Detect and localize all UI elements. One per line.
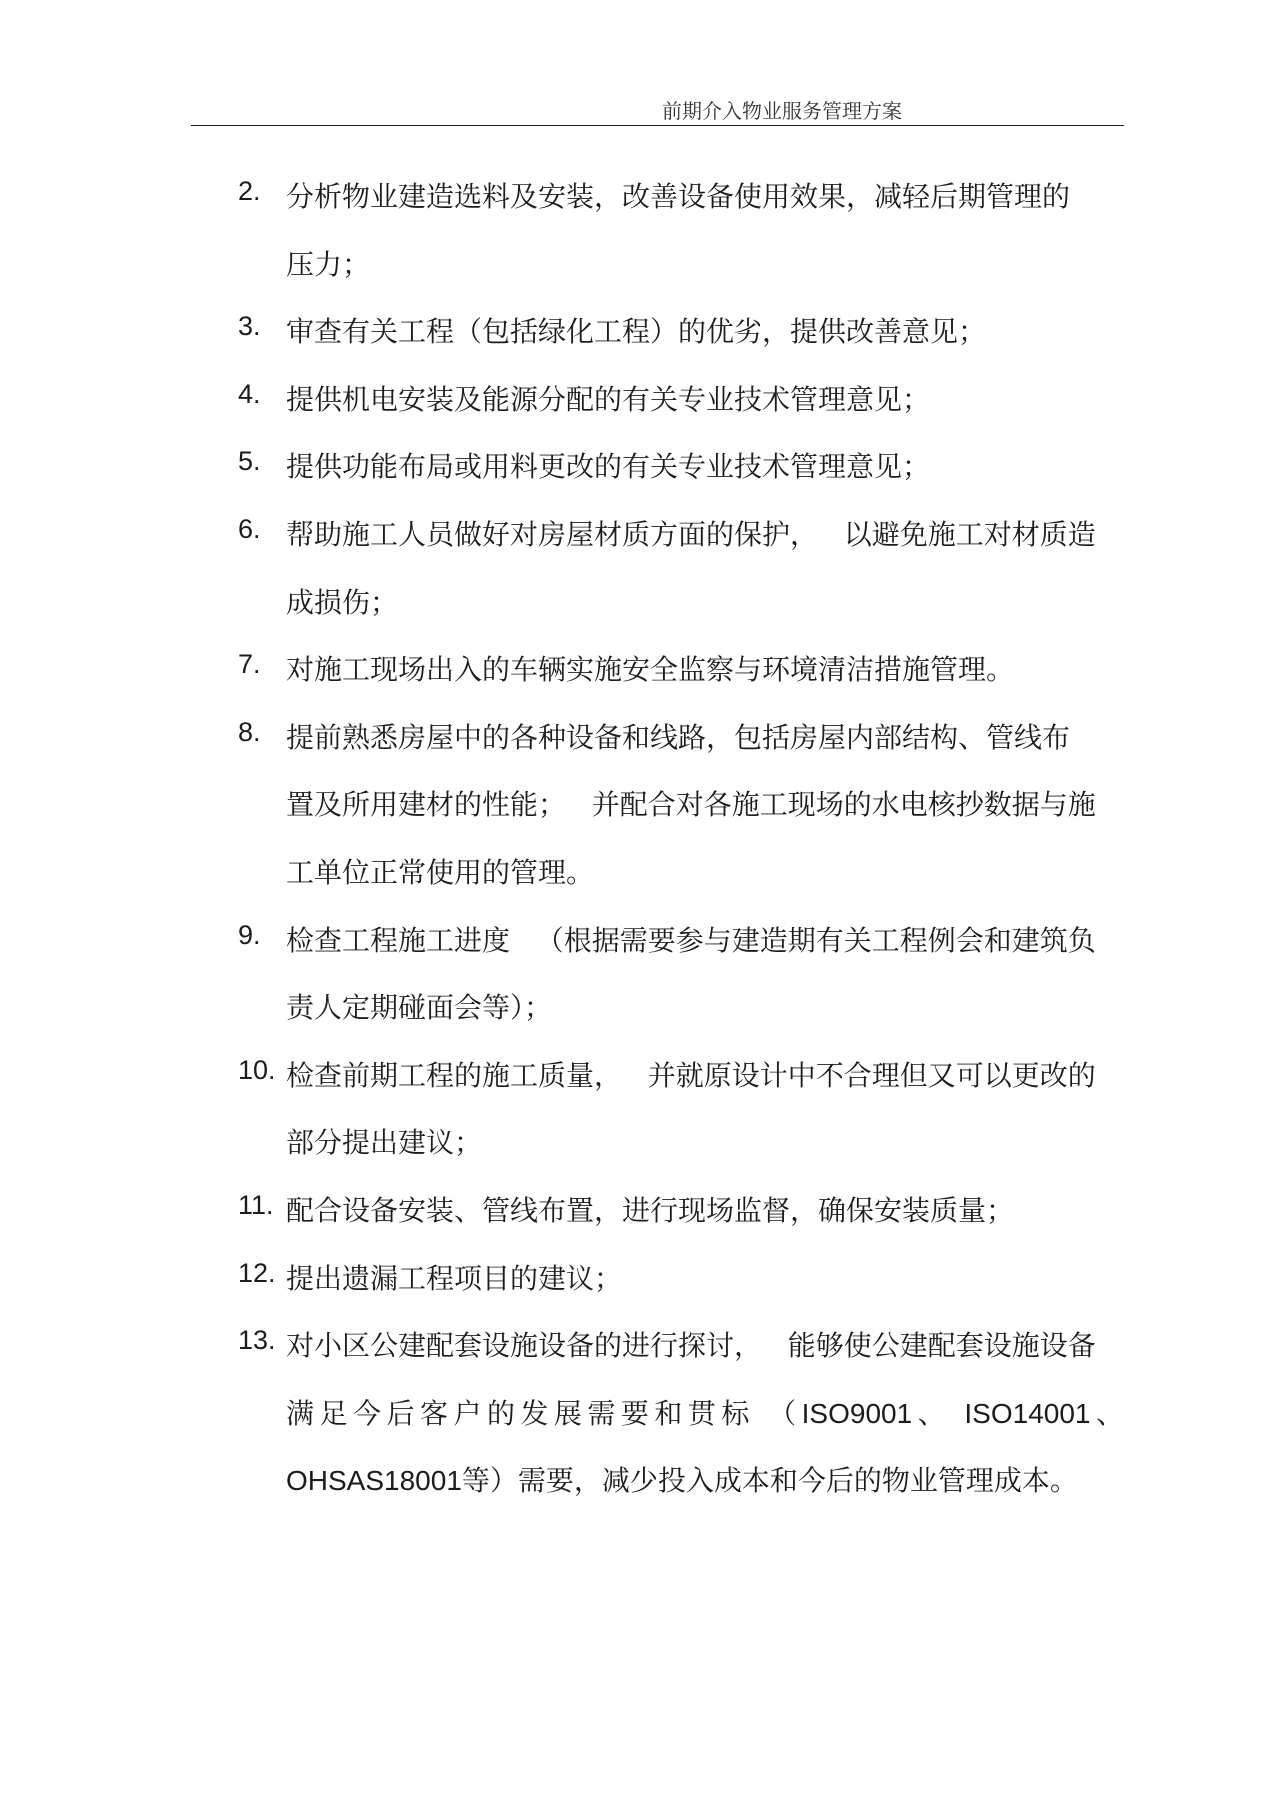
item-number: 10. bbox=[238, 1054, 276, 1085]
list-item-10 bbox=[238, 1042, 1124, 1177]
item-text-line: 责人定期碰面会等）； bbox=[286, 992, 553, 1024]
item-number: 11. bbox=[238, 1189, 274, 1220]
numbered-list bbox=[238, 163, 1124, 1515]
item-text-line: 配合设备安装、管线布置，进行现场监督，确保安装质量； bbox=[286, 1194, 1015, 1226]
item-text-line: 成损伤； bbox=[286, 586, 399, 618]
list-item-11 bbox=[238, 1177, 1124, 1245]
item-text-line: OHSAS18001等）需要，减少投入成本和今后的物业管理成本。 bbox=[286, 1465, 1078, 1497]
item-number: 9. bbox=[238, 919, 261, 950]
item-text-line: 压力； bbox=[286, 248, 371, 280]
item-text bbox=[286, 636, 1124, 704]
list-item-4 bbox=[238, 366, 1124, 434]
list-item-5 bbox=[238, 433, 1124, 501]
item-text-line: 置及所用建材的性能； 并配合对各施工现场的水电核抄数据与施 bbox=[286, 789, 1096, 821]
item-number: 6. bbox=[238, 513, 261, 544]
item-number: 7. bbox=[238, 649, 261, 680]
item-text-line: 提出遗漏工程项目的建议； bbox=[286, 1262, 623, 1294]
item-text-line: 提前熟悉房屋中的各种设备和线路，包括房屋内部结构、管线布 bbox=[286, 721, 1071, 753]
item-text-line: 对小区公建配套设施设备的进行探讨， 能够使公建配套设施设备 bbox=[286, 1330, 1096, 1362]
item-text-line: 部分提出建议； bbox=[286, 1127, 483, 1159]
item-text bbox=[286, 163, 1124, 298]
item-text bbox=[286, 501, 1124, 636]
list-item-6 bbox=[238, 501, 1124, 636]
item-text bbox=[286, 433, 1124, 501]
page-header bbox=[191, 92, 1124, 126]
header-title: 前期介入物业服务管理方案 bbox=[662, 101, 902, 123]
item-text bbox=[286, 1042, 1124, 1177]
list-item-7 bbox=[238, 636, 1124, 704]
item-text bbox=[286, 366, 1124, 434]
list-item-9 bbox=[238, 907, 1124, 1042]
item-number: 3. bbox=[238, 311, 261, 342]
item-text-line: 提供功能布局或用料更改的有关专业技术管理意见； bbox=[286, 451, 931, 483]
item-text bbox=[286, 1245, 1124, 1313]
item-text bbox=[286, 907, 1124, 1042]
list-item-8 bbox=[238, 704, 1124, 907]
item-number: 8. bbox=[238, 716, 261, 747]
item-text-line: 对施工现场出入的车辆实施安全监察与环境清洁措施管理。 bbox=[286, 654, 1015, 686]
item-text-line: 检查前期工程的施工质量， 并就原设计中不合理但又可以更改的 bbox=[286, 1059, 1096, 1091]
item-text-line: 检查工程施工进度 （根据需要参与建造期有关工程例会和建筑负 bbox=[286, 924, 1096, 956]
item-number: 4. bbox=[238, 378, 261, 409]
item-number: 2. bbox=[238, 176, 261, 206]
item-number: 13. bbox=[238, 1325, 276, 1356]
list-item-3 bbox=[238, 298, 1124, 366]
item-number: 5. bbox=[238, 446, 261, 477]
list-item-2 bbox=[238, 163, 1124, 298]
item-text-line: 满足今后客户的发展需要和贯标 （ISO9001、 ISO14001、 bbox=[286, 1397, 1124, 1429]
item-text-line: 帮助施工人员做好对房屋材质方面的保护， 以避免施工对材质造 bbox=[286, 518, 1096, 550]
list-item-13 bbox=[238, 1312, 1124, 1515]
list-item-12 bbox=[238, 1245, 1124, 1313]
item-text bbox=[286, 704, 1124, 907]
item-text-line: 分析物业建造选料及安装，改善设备使用效果，减轻后期管理的 bbox=[286, 181, 1071, 212]
item-text bbox=[286, 1177, 1124, 1245]
item-text-line: 工单位正常使用的管理。 bbox=[286, 856, 595, 888]
item-number: 12. bbox=[238, 1257, 276, 1288]
item-text-line: 审查有关工程（包括绿化工程）的优劣，提供改善意见； bbox=[286, 316, 987, 348]
item-text bbox=[286, 298, 1124, 366]
item-text bbox=[286, 1312, 1124, 1515]
item-text-line: 提供机电安装及能源分配的有关专业技术管理意见； bbox=[286, 383, 931, 415]
